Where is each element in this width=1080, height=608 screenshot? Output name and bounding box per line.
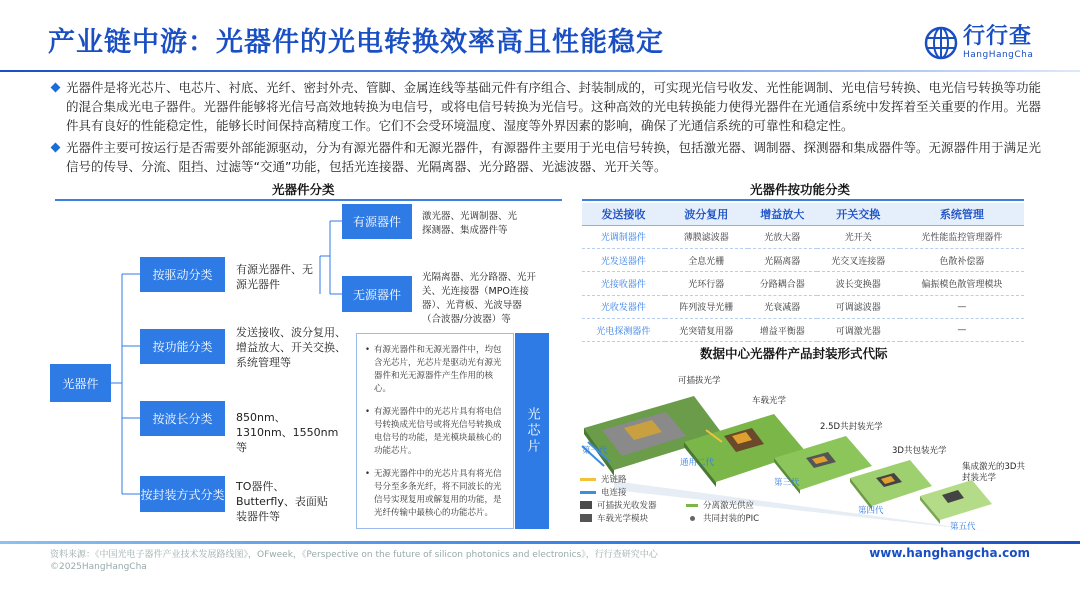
function-table: [582, 203, 1024, 342]
table-cell: 光放大器: [748, 225, 817, 248]
column-header: 增益放大: [748, 203, 817, 225]
brand-logo: [924, 26, 1033, 60]
website-link[interactable]: www.hanghangcha.com: [869, 546, 1030, 560]
table-cell: 波长变换器: [817, 272, 900, 295]
table-row: [582, 248, 1024, 271]
passive-device-node: 无源器件: [342, 276, 412, 312]
generation-label: 第一代: [582, 446, 608, 456]
root-node-optical-device: 光器件: [50, 364, 111, 402]
table-cell: 光收发器件: [582, 295, 665, 318]
column-header: 发送接收: [582, 203, 665, 225]
table-cell: 偏振模色散管理模块: [900, 272, 1024, 295]
table-cell: 光调制器件: [582, 225, 665, 248]
classification-title: 光器件分类: [272, 182, 335, 197]
table-cell: 光接收器件: [582, 272, 665, 295]
active-device-desc: 激光器、光调制器、光探测器、集成器件等: [422, 211, 518, 236]
table-cell: 增益平衡器: [748, 319, 817, 342]
table-cell: 阵列波导光栅: [665, 295, 748, 318]
generation-label: 通用二代: [680, 458, 715, 468]
table-cell: 光环行器: [665, 272, 748, 295]
passive-device-desc: 光隔离器、光分路器、光开关、光连接器（MPO连接器）、光背板、光波导器（合波器/分波器）等: [422, 272, 537, 325]
table-cell: 光电探测器件: [582, 319, 665, 342]
stage-name: 集成激光的3D共封装光学: [962, 462, 1025, 483]
category-by-function: 按功能分类: [140, 329, 225, 364]
logo-subtitle: HangHangCha: [963, 50, 1034, 60]
intro-bullet-2: 光器件主要可按运行是否需要外部能源驱动，分为有源光器件和无源光器件，有源器件主要用于光电信号转换，包括激光器、调制器、探测器和集成器件等。无源器件用于满足光信号的传导、分流、阻挡、过滤等“交通”功能，包括光连接器、光隔离器、光分路器、光滤波器、光开关等。: [52, 138, 1042, 176]
module-icon: [580, 514, 592, 522]
category-by-function-desc: 发送接收、波分复用、增益放大、开关交换、系统管理等: [236, 326, 346, 369]
category-by-drive: 按驱动分类: [140, 257, 225, 292]
page-title: 产业链中游：光器件的光电转换效率高且性能稳定: [48, 27, 664, 58]
table-row: [582, 225, 1024, 248]
table-cell: —: [900, 295, 1024, 318]
logo-name: 行行查: [963, 24, 1033, 49]
legend-item-cpo-pic: [686, 512, 759, 524]
stage-name: 车载光学: [752, 396, 787, 406]
legend-item-optical-link: [580, 473, 627, 485]
category-by-package-desc: TO器件、Butterfly、表面贴装器件等: [236, 480, 328, 523]
category-by-wavelength-desc: 850nm、1310nm、1550nm等: [236, 411, 339, 454]
legend-label: 车载光学模块: [597, 514, 649, 524]
table-cell: 光性能监控管理器件: [900, 225, 1024, 248]
table-row: [582, 272, 1024, 295]
generation-label: 第五代: [950, 522, 976, 532]
category-by-wavelength: 按波长分类: [140, 401, 225, 436]
legend-label: 光链路: [601, 475, 627, 485]
legend-label: 电连接: [601, 488, 627, 498]
generation-label: 第四代: [858, 506, 884, 516]
generation-label: 第三代: [774, 478, 800, 488]
table-cell: 薄膜滤波器: [665, 225, 748, 248]
chip-note-1: • 有源光器件和无源光器件中，均包含光芯片，光芯片是驱动光有源光器件和光无源器件产生作用的核心。: [365, 344, 507, 396]
table-cell: 光开关: [817, 225, 900, 248]
title-divider: [0, 70, 1080, 72]
table-cell: 全息光栅: [665, 248, 748, 271]
copyright: ©2025HangHangCha: [50, 562, 147, 572]
intro-bullets: [52, 78, 1042, 179]
table-cell: —: [900, 319, 1024, 342]
source-note: 资料来源：《中国光电子器件产业技术发展路线图》，OFweek，《Perspective on the future of silicon photonics and electronics》，行行查研究中心: [50, 550, 658, 560]
dot-icon: [690, 516, 695, 521]
category-by-drive-desc: 有源光器件、无源光器件: [236, 263, 313, 291]
footer-divider: [0, 541, 1080, 544]
function-table-title: 光器件按功能分类: [750, 182, 851, 197]
column-header: 开关交换: [817, 203, 900, 225]
table-cell: 色散补偿器: [900, 248, 1024, 271]
legend-item-electrical: [580, 486, 627, 498]
packaging-diagram: [574, 366, 1034, 536]
legend-label: 共同封装的PIC: [703, 514, 760, 524]
intro-bullet-1: 光器件是将光芯片、电芯片、衬底、光纤、密封外壳、管脚、金属连线等基础元件有序组合、封装制成的，可实现光信号收发、光性能调制、光电信号转换、电光信号转换等功能的混合集成光电子器件。光器件能够将光信号高效地转换为电信号，或将电信号转换为光信号。这种高效的光电转换能力使得光器件在光通信系统中发挥着至关重要的作用。光器件具有良好的性能稳定性，能够长时间保持高精度工作。它们不会受环境温度、湿度等外界因素的影响，确保了光通信系统的可靠性和稳定性。: [52, 78, 1042, 135]
table-cell: 可调滤波器: [817, 295, 900, 318]
active-device-node: 有源器件: [342, 204, 412, 239]
globe-logo-icon: [924, 26, 958, 60]
classification-rule: [55, 199, 562, 201]
dash-icon: [686, 504, 698, 507]
category-by-package: 按封装方式分类: [140, 476, 225, 512]
legend-label: 分离激光供应: [703, 501, 755, 511]
table-cell: 光衰减器: [748, 295, 817, 318]
wave-line-icon: [580, 478, 596, 481]
column-header: 波分复用: [665, 203, 748, 225]
module-icon: [580, 501, 592, 509]
legend-label: 可插拔光收发器: [597, 501, 657, 511]
optical-chip-label: 光芯片: [515, 333, 549, 529]
function-table-rule: [582, 199, 1024, 201]
table-cell: 光发送器件: [582, 248, 665, 271]
chip-note-3: • 无源光器件中的光芯片具有将光信号分至多条光纤，将不同波长的光信号实现复用或解复用的功能，是光纤传输中最核心的功能芯片。: [365, 468, 507, 520]
table-row: [582, 319, 1024, 342]
table-cell: 光隔离器: [748, 248, 817, 271]
column-header: 系统管理: [900, 203, 1024, 225]
stage-name: 2.5D共封装光学: [820, 422, 883, 432]
chip-notes-box: [356, 333, 514, 529]
legend-item-pluggable: [580, 499, 657, 511]
stage-name: 可插拔光学: [678, 376, 721, 386]
table-cell: 可调激光器: [817, 319, 900, 342]
legend-item-laser-supply: [686, 499, 754, 511]
stage-name: 3D共包装光学: [892, 446, 947, 456]
packaging-title: 数据中心光器件产品封装形式代际: [700, 346, 888, 361]
table-row: [582, 295, 1024, 318]
legend-item-onboard: [580, 512, 648, 524]
line-icon: [580, 491, 596, 494]
table-cell: 光交叉连接器: [817, 248, 900, 271]
table-cell: 光突错复用器: [665, 319, 748, 342]
chip-note-2: • 有源光器件中的光芯片具有将电信号转换成光信号或将光信号转换成电信号的功能，是光模块最核心的功能芯片。: [365, 406, 507, 458]
function-table-header-row: [582, 203, 1024, 225]
table-cell: 分路耦合器: [748, 272, 817, 295]
